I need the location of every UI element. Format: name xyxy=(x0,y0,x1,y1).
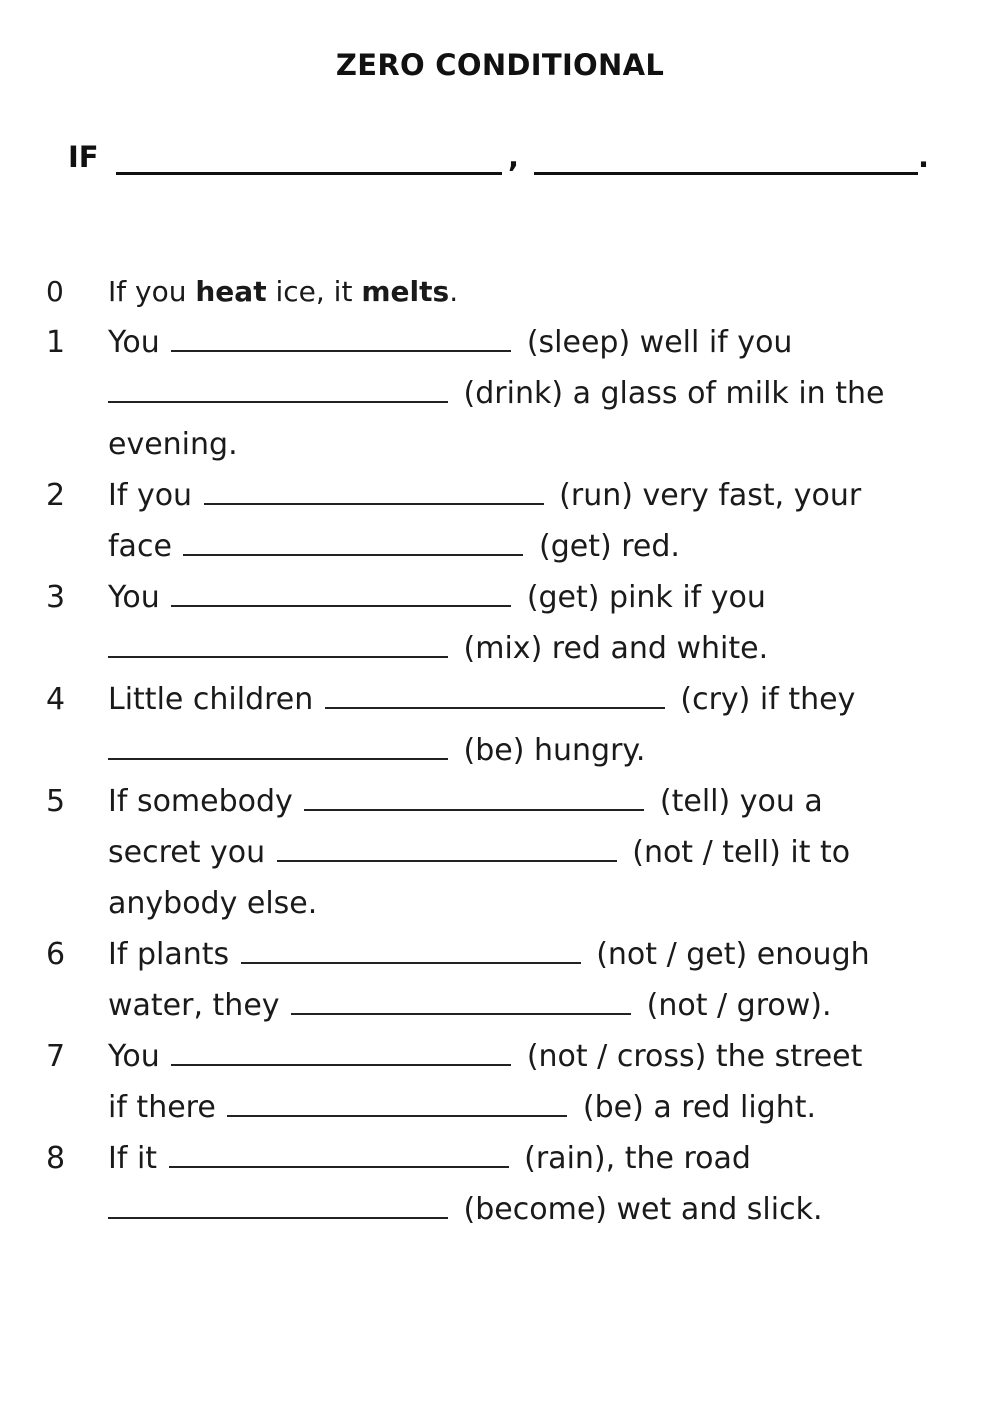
answer-blank[interactable] xyxy=(277,829,617,863)
exercise-sentence xyxy=(108,1031,960,1133)
exercise-item xyxy=(0,776,1000,929)
answer-blank[interactable] xyxy=(227,1084,567,1118)
example-item xyxy=(0,266,1000,317)
answer-blank[interactable] xyxy=(169,1135,509,1169)
answer-blank[interactable] xyxy=(241,931,581,965)
answer-blank[interactable] xyxy=(108,625,448,659)
exercise-sentence xyxy=(108,572,960,674)
exercise-item xyxy=(0,1133,1000,1235)
sentence-text: (mix) red and white. xyxy=(463,631,769,666)
sentence-text: (become) wet and slick. xyxy=(463,1192,823,1227)
exercise-item xyxy=(0,929,1000,1031)
sentence-text: (sleep) well if you xyxy=(526,325,793,360)
item-number: 3 xyxy=(46,580,66,615)
answer-blank[interactable] xyxy=(171,319,511,353)
answer-blank[interactable] xyxy=(291,982,631,1016)
item-number: 5 xyxy=(46,784,66,819)
exercise-item xyxy=(0,317,1000,470)
exercise-sentence xyxy=(108,674,960,776)
formula-if-clause-blank xyxy=(116,172,502,175)
answer-blank[interactable] xyxy=(171,1033,511,1067)
answer-blank[interactable] xyxy=(183,523,523,557)
item-number: 2 xyxy=(46,478,66,513)
sentence-text: (not / grow). xyxy=(646,988,832,1023)
answer-blank[interactable] xyxy=(171,574,511,608)
sentence-text: (be) a red light. xyxy=(582,1090,817,1125)
exercise-item xyxy=(0,572,1000,674)
formula-comma: , xyxy=(508,140,520,174)
example-bold-verb: melts xyxy=(361,275,450,308)
item-number: 0 xyxy=(46,275,64,308)
sentence-text: If somebody xyxy=(108,784,293,819)
worksheet-title: ZERO CONDITIONAL xyxy=(335,48,665,82)
sentence-text: (run) very fast, your xyxy=(559,478,862,513)
exercise-sentence xyxy=(108,470,960,572)
sentence-text: evening. xyxy=(108,427,238,462)
answer-blank[interactable] xyxy=(108,727,448,761)
sentence-text: (not / cross) the street xyxy=(526,1039,863,1074)
sentence-text: (drink) a glass of milk in the xyxy=(463,376,885,411)
sentence-text: If it xyxy=(108,1141,158,1176)
example-text: If you xyxy=(108,275,187,308)
sentence-text: (tell) you a xyxy=(659,784,823,819)
item-number: 8 xyxy=(46,1141,66,1176)
exercise-sentence xyxy=(108,317,960,470)
conditional-formula xyxy=(68,138,938,178)
answer-blank[interactable] xyxy=(108,370,448,404)
sentence-text: if there xyxy=(108,1090,216,1125)
answer-blank[interactable] xyxy=(204,472,544,506)
formula-if-word: IF xyxy=(68,140,99,174)
example-sentence xyxy=(108,266,960,317)
sentence-text: (not / get) enough xyxy=(596,937,870,972)
exercise-item xyxy=(0,470,1000,572)
sentence-text: (rain), the road xyxy=(524,1141,751,1176)
exercise-list xyxy=(0,266,1000,1235)
exercise-item xyxy=(0,1031,1000,1133)
sentence-text: water, they xyxy=(108,988,280,1023)
sentence-text: (cry) if they xyxy=(680,682,856,717)
sentence-text: If you xyxy=(108,478,193,513)
item-number: 1 xyxy=(46,325,66,360)
sentence-text: face xyxy=(108,529,172,564)
sentence-text: secret you xyxy=(108,835,266,870)
formula-period: . xyxy=(918,140,930,174)
formula-main-clause-blank xyxy=(534,172,918,175)
sentence-text: You xyxy=(108,580,160,615)
sentence-text: (get) pink if you xyxy=(526,580,766,615)
exercise-sentence xyxy=(108,776,960,929)
example-bold-verb: heat xyxy=(195,275,267,308)
answer-blank[interactable] xyxy=(325,676,665,710)
exercise-item xyxy=(0,674,1000,776)
sentence-text: (not / tell) it to xyxy=(632,835,851,870)
sentence-text: anybody else. xyxy=(108,886,318,921)
sentence-text: If plants xyxy=(108,937,230,972)
sentence-text: You xyxy=(108,1039,160,1074)
sentence-text: (be) hungry. xyxy=(463,733,646,768)
item-number: 6 xyxy=(46,937,66,972)
exercise-sentence xyxy=(108,929,960,1031)
item-number: 7 xyxy=(46,1039,66,1074)
answer-blank[interactable] xyxy=(108,1186,448,1220)
item-number: 4 xyxy=(46,682,66,717)
example-text: ice, it xyxy=(275,275,353,308)
sentence-text: Little children xyxy=(108,682,314,717)
sentence-text: (get) red. xyxy=(539,529,680,564)
example-text: . xyxy=(449,275,459,308)
exercise-sentence xyxy=(108,1133,960,1235)
sentence-text: You xyxy=(108,325,160,360)
answer-blank[interactable] xyxy=(304,778,644,812)
